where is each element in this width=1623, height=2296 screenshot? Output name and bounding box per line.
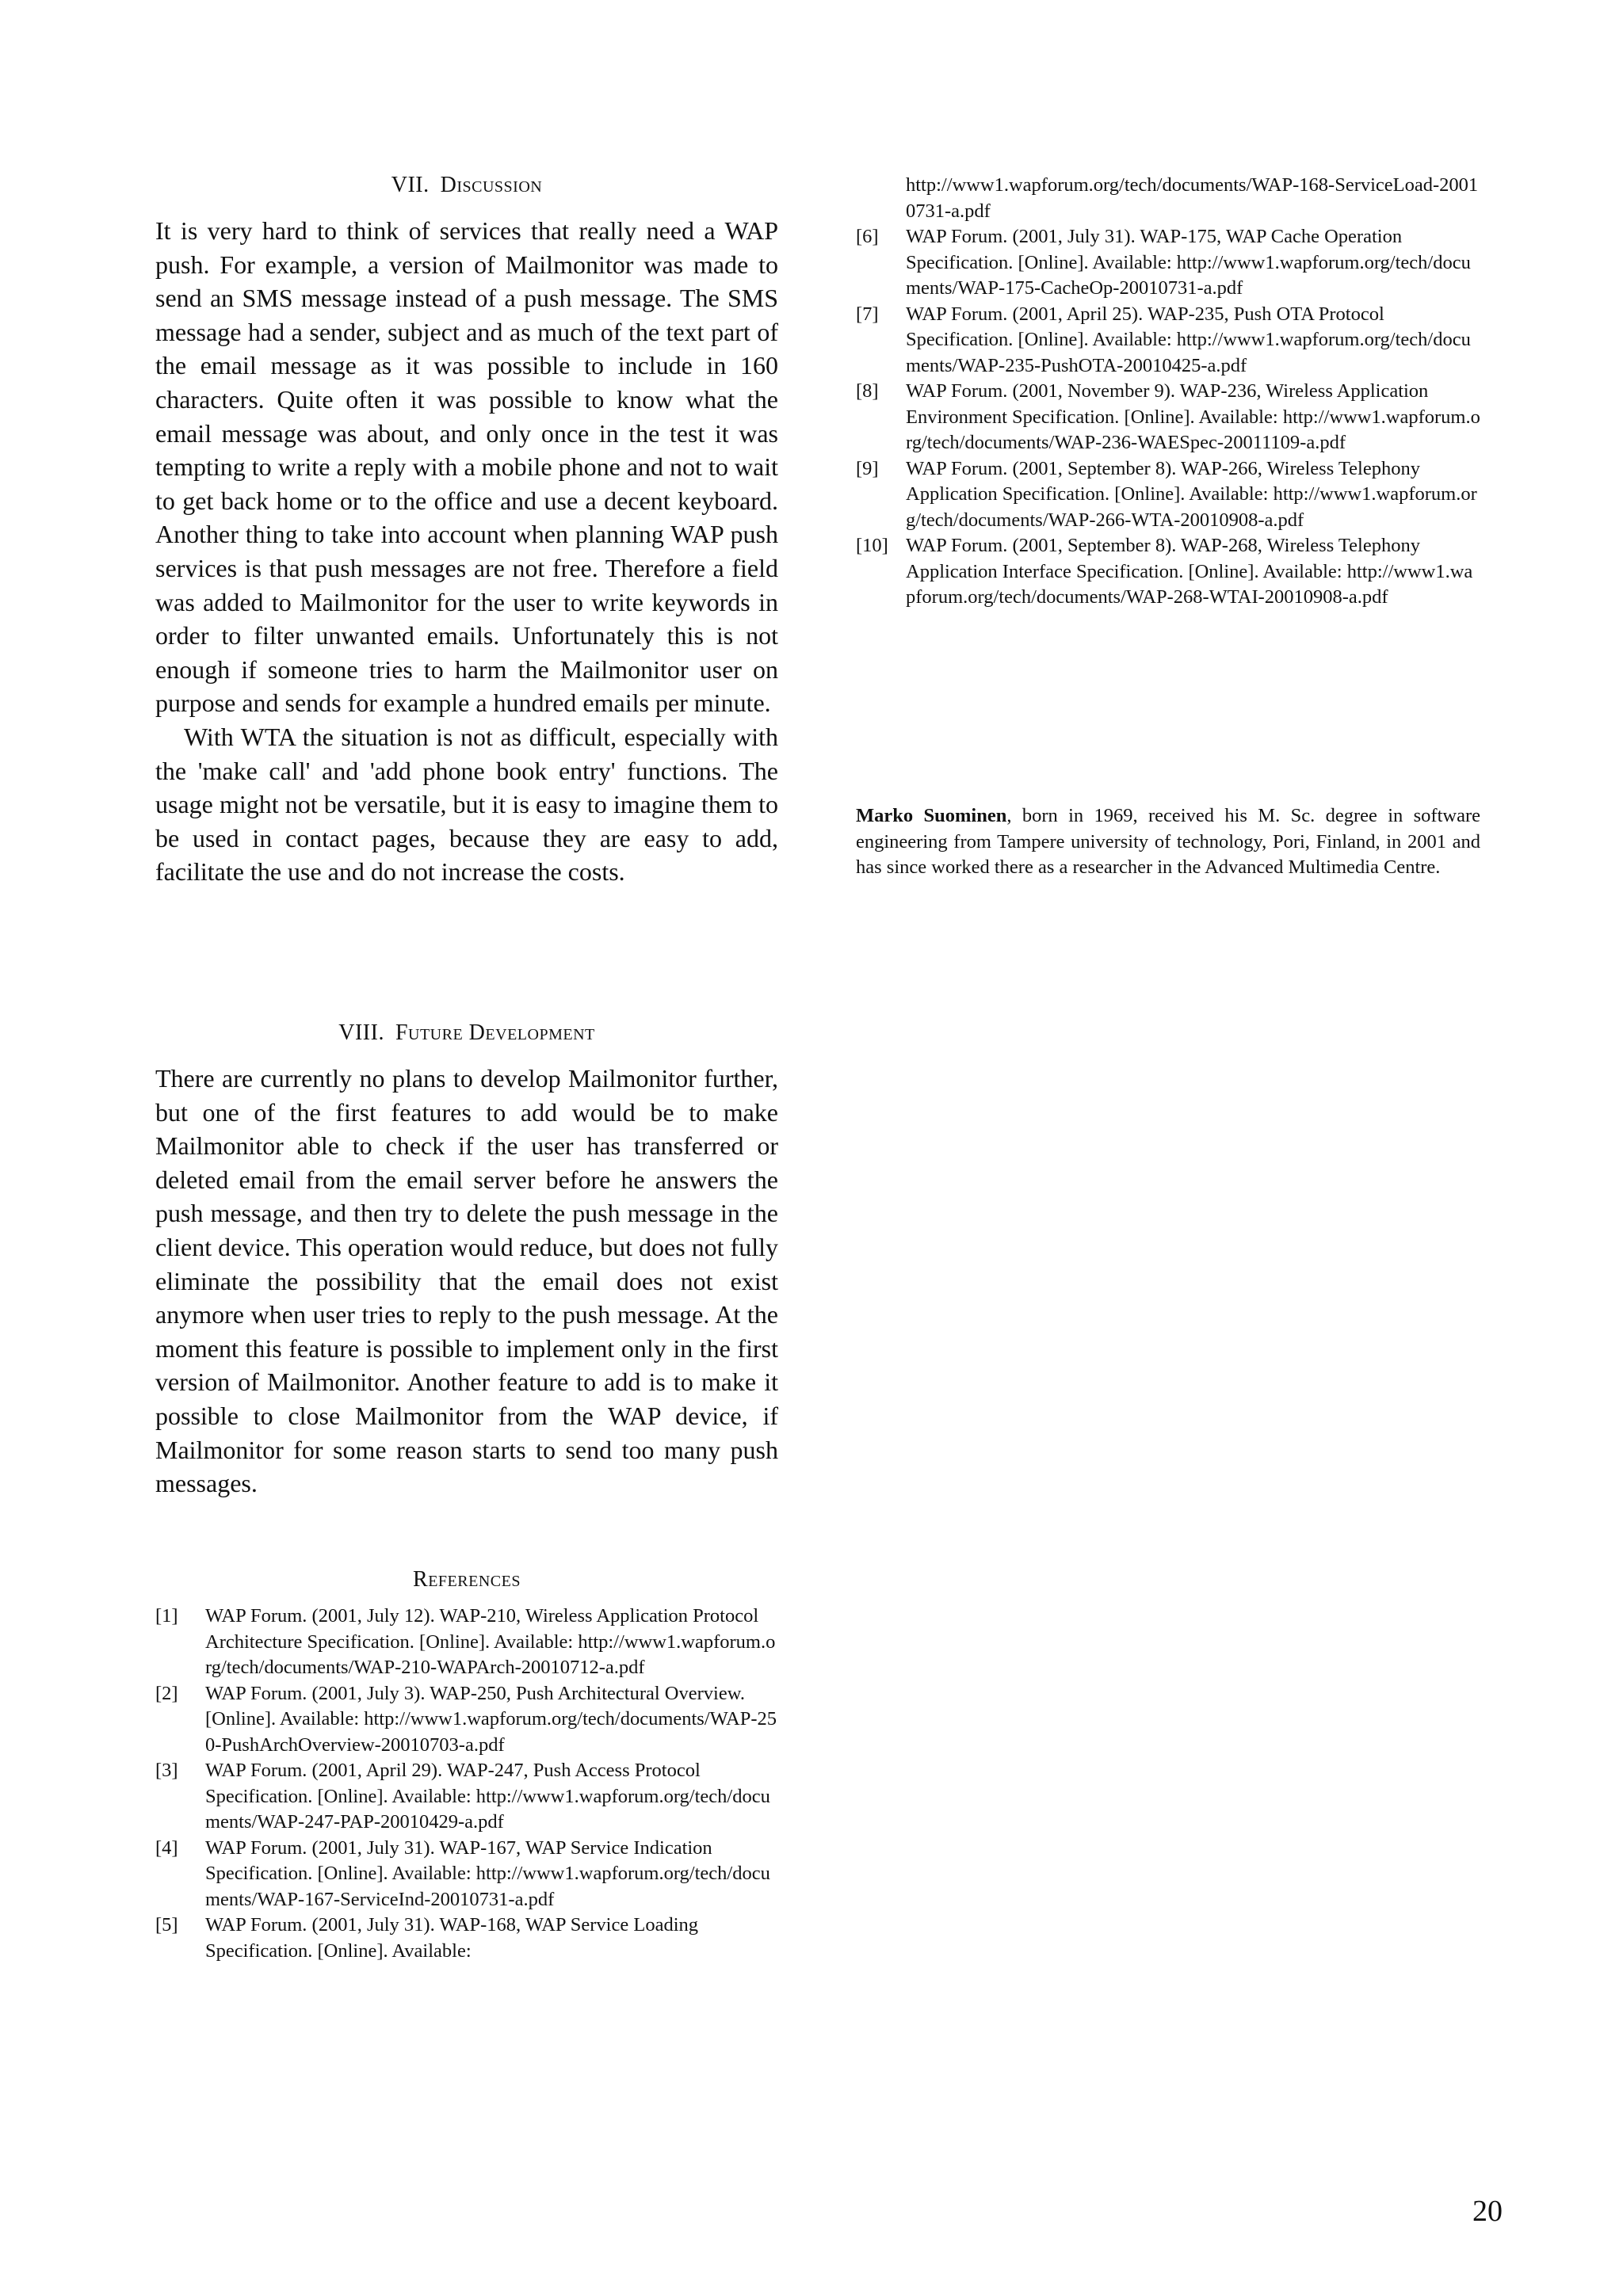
reference-url: http://www1.wapforum.org/tech/documents/WAP-247-PAP-20010429-a.pdf [205, 1785, 770, 1833]
reference-url: http://www1.wapforum.org/tech/documents/WAP-175-CacheOp-20010731-a.pdf [906, 251, 1471, 299]
reference-url: http://www1.wapforum.org/tech/documents/WAP-235-PushOTA-20010425-a.pdf [906, 329, 1471, 376]
reference-url: http://www1.wapforum.org/tech/documents/WAP-167-ServiceInd-20010731-a.pdf [205, 1863, 770, 1910]
reference-item: [1] WAP Forum. (2001, July 12). WAP-210, Wireless Application Protocol Architecture Specification. [Online]. Available: http://www1.wapforum.org/tech/documents/WAP-210-WAPArch-20010712-a.pdf [155, 1605, 776, 1678]
author-name: Marko Suominen [856, 805, 1007, 826]
reference-url: http://www1.wapforum.org/tech/documents/WAP-266-WTA-20010908-a.pdf [906, 483, 1477, 531]
reference-item: [9] WAP Forum. (2001, September 8). WAP-266, Wireless Telephony Application Specification. [Online]. Available: http://www1.wapforum.org/tech/documents/WAP-266-WTA-20010908-a.pdf [856, 457, 1477, 531]
reference-item: [8] WAP Forum. (2001, November 9). WAP-236, Wireless Application Environment Specification. [Online]. Available: http://www1.wapforum.org/tech/documents/WAP-236-WAESpec-20011109-a.pdf [856, 380, 1480, 453]
discussion-paragraph-1: It is very hard to think of services that really need a WAP push. For example, a version of Mailmonitor was made to send an SMS message instead of a push message. The SMS message had a sender, subject and as much of the text part of the email message as it was possible to include in 160 characters. Quite often it was possible to know what the email message was about, and only once in the test it was tempting to write a reply with a mobile phone and not to wait to get back home or to the office and use a decent keyboard. Another thing to take into account when planning WAP push services is that push messages are not free. Therefore a field was added to Mailmonitor for the user to write keywords in order to filter unwanted emails. Unfortunately this is not enough if someone tries to harm the Mailmonitor user on purpose and sends for example a hundred emails per minute. [155, 216, 778, 718]
future-development-body [155, 1062, 778, 1501]
references-heading-title: References [413, 1567, 521, 1592]
discussion-heading-title: Discussion [440, 173, 543, 197]
references-list-left [155, 1604, 778, 1964]
references-list-right [856, 173, 1480, 611]
reference-item: [10] WAP Forum. (2001, September 8). WAP-268, Wireless Telephony Application Interface Specification. [Online]. Available: http://www1.wapforum.org/tech/documents/WAP-268-WTAI-20010908-a.pdf [856, 535, 1473, 608]
reference-url: http://www1.wapforum.org/tech/documents/WAP-236-WAESpec-20011109-a.pdf [906, 406, 1480, 453]
author-bio-text: , born in 1969, received his M. Sc. degree in software engineering from Tampere university of technology, Pori, Finland, in 2001 and has since worked there as a researcher in the Advanced Multimedia Centre. [856, 805, 1481, 878]
page-number: 20 [1472, 2195, 1503, 2228]
discussion-heading [155, 173, 778, 198]
future-heading-title: Future Development [395, 1020, 595, 1045]
discussion-paragraph-2: With WTA the situation is not as difficult, especially with the 'make call' and 'add phone book entry' functions. The usage might not be versatile, but it is easy to imagine them to be used in contact pages, because they are easy to add, facilitate the use and do not increase the costs. [155, 722, 778, 887]
future-heading-number: VIII. [338, 1020, 384, 1045]
reference-item: [4] WAP Forum. (2001, July 31). WAP-167, WAP Service Indication Specification. [Online]. Available: http://www1.wapforum.org/tech/documents/WAP-167-ServiceInd-20010731-a.pdf [155, 1836, 770, 1910]
reference-url: http://www1.wapforum.org/tech/documents/WAP-268-WTAI-20010908-a.pdf [906, 560, 1473, 608]
references-heading [155, 1567, 778, 1592]
reference-url: http://www1.wapforum.org/tech/documents/WAP-210-WAPArch-20010712-a.pdf [205, 1630, 776, 1678]
reference-url: http://www1.wapforum.org/tech/documents/WAP-168-ServiceLoad-20010731-a.pdf [906, 174, 1479, 222]
discussion-body [155, 214, 778, 889]
reference-continuation [856, 173, 1480, 224]
discussion-heading-number: VII. [391, 173, 430, 197]
reference-item: [7] WAP Forum. (2001, April 25). WAP-235, Push OTA Protocol Specification. [Online]. Available: http://www1.wapforum.org/tech/documents/WAP-235-PushOTA-20010425-a.pdf [856, 303, 1471, 376]
reference-item: [2] WAP Forum. (2001, July 3). WAP-250, Push Architectural Overview. [Online]. Available: http://www1.wapforum.org/tech/documents/WAP-250-PushArchOverview-20010703-a.pdf [155, 1682, 777, 1756]
reference-url: http://www1.wapforum.org/tech/documents/WAP-250-PushArchOverview-20010703-a.pdf [205, 1708, 777, 1756]
future-paragraph-1: There are currently no plans to develop Mailmonitor further, but one of the first features to add would be to make Mailmonitor able to check if the user has transferred or deleted email from the email server before he answers the push message, and then try to delete the push message in the client device. This operation would reduce, but does not fully eliminate the possibility that the email does not exist anymore when user tries to reply to the push message. At the moment this feature is possible to implement only in the first version of Mailmonitor. Another feature to add is to make it possible to close Mailmonitor from the WAP device, if Mailmonitor for some reason starts to send too many push messages. [155, 1064, 778, 1498]
reference-item: [3] WAP Forum. (2001, April 29). WAP-247, Push Access Protocol Specification. [Online]. Available: http://www1.wapforum.org/tech/documents/WAP-247-PAP-20010429-a.pdf [155, 1760, 770, 1833]
author-biography [856, 803, 1480, 881]
future-development-heading [155, 1020, 778, 1046]
reference-item: [6] WAP Forum. (2001, July 31). WAP-175, WAP Cache Operation Specification. [Online]. Available: http://www1.wapforum.org/tech/documents/WAP-175-CacheOp-20010731-a.pdf [856, 226, 1471, 299]
reference-item: [5] WAP Forum. (2001, July 31). WAP-168, WAP Service Loading Specification. [Online]. Available: [155, 1914, 698, 1962]
